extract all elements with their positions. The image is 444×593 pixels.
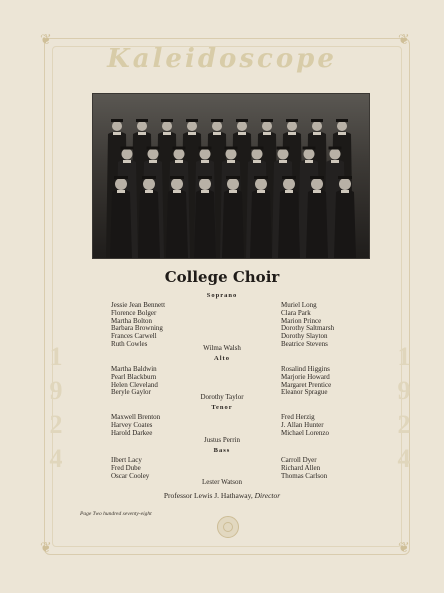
list-item: Carroll Dyer [281, 456, 317, 464]
choir-collar [117, 190, 125, 193]
choir-cap [254, 176, 268, 179]
choir-cap [170, 176, 184, 179]
year-digit: 1 [397, 342, 411, 371]
choir-collar [149, 160, 157, 163]
year-digit: 9 [397, 376, 411, 405]
choir-face [330, 149, 341, 160]
choir-face [255, 178, 267, 190]
list-item: Margaret Prentice [281, 380, 332, 389]
choir-cap [111, 119, 123, 122]
choir-face [337, 121, 347, 131]
soprano-left-list [111, 302, 165, 349]
director-role: Director [254, 491, 281, 500]
choir-robe [278, 190, 300, 259]
choir-face [252, 149, 263, 160]
choir-cap [282, 176, 296, 179]
alto-center-name: Dorothy Taylor [200, 393, 244, 401]
choir-cap [142, 176, 156, 179]
choir-cap [329, 147, 342, 150]
choir-collar [263, 132, 271, 135]
choir-face [115, 178, 127, 190]
director-name: Professor Lewis J. Hathaway, [163, 491, 253, 500]
choir-face [283, 178, 295, 190]
choir-collar [279, 160, 287, 163]
list-item: Martha Bolton [111, 316, 153, 325]
director-line [0, 491, 444, 500]
year-digit: 1 [49, 342, 63, 371]
choir-robe [194, 190, 216, 259]
list-item: Jessie Jean Bennett [111, 301, 166, 309]
choir-collar [257, 190, 265, 193]
choir-collar [288, 132, 296, 135]
choir-cap [114, 176, 128, 179]
choir-face [199, 178, 211, 190]
choir-face [143, 178, 155, 190]
choir-cap [336, 119, 348, 122]
choir-face [122, 149, 133, 160]
choir-collar [163, 132, 171, 135]
choir-photograph [92, 93, 370, 259]
choir-collar [201, 160, 209, 163]
list-item: Marion Prince [281, 316, 322, 325]
tenor-right-list [281, 414, 329, 437]
seal-icon [217, 516, 239, 538]
choir-collar [123, 160, 131, 163]
tenor-heading: Tenor [211, 404, 233, 411]
list-item: Richard Allen [281, 463, 321, 472]
soprano-right-list [281, 302, 334, 349]
list-item: Dorothy Saltmarsh [281, 324, 335, 333]
choir-collar [227, 160, 235, 163]
yearbook-title: Kaleidoscope [107, 44, 337, 74]
list-item: Michael Lorenzo [281, 428, 330, 437]
choir-face [174, 149, 185, 160]
choir-cap [310, 176, 324, 179]
choir-collar [201, 190, 209, 193]
year-digit: 2 [397, 410, 411, 439]
choir-face [212, 121, 222, 131]
choir-robe [306, 190, 328, 259]
choir-robe [110, 190, 132, 259]
list-item: Thomas Carlson [281, 471, 328, 480]
choir-face [137, 121, 147, 131]
choir-robe [334, 190, 356, 259]
list-item: Barbara Browning [111, 324, 163, 333]
tenor-center-name: Justus Perrin [204, 436, 240, 444]
choir-collar [305, 160, 313, 163]
choir-collar [188, 132, 196, 135]
choir-cap [261, 119, 273, 122]
list-item: Frances Carwell [111, 332, 157, 341]
year-digit: 2 [49, 410, 63, 439]
list-item: Muriel Long [281, 301, 317, 309]
list-item: Oscar Cooley [111, 471, 150, 480]
choir-collar [145, 190, 153, 193]
bass-left-list [111, 457, 149, 480]
year-digit: 9 [49, 376, 63, 405]
list-item: Florence Bolger [111, 308, 157, 317]
choir-cap [136, 119, 148, 122]
choir-collar [313, 190, 321, 193]
choir-robe [138, 190, 160, 259]
corner-ornament-icon: ❦ [40, 541, 52, 556]
choir-face [227, 178, 239, 190]
choir-collar [175, 160, 183, 163]
list-item: Marjorie Howard [281, 372, 330, 381]
choir-face [187, 121, 197, 131]
choir-face [200, 149, 211, 160]
year-digit: 4 [397, 444, 411, 473]
list-item: Clara Park [281, 308, 311, 317]
choir-cap [311, 119, 323, 122]
choir-collar [229, 190, 237, 193]
choir-face [304, 149, 315, 160]
choir-cap [277, 147, 290, 150]
corner-ornament-icon: ❦ [40, 33, 52, 48]
choir-face [339, 178, 351, 190]
list-item: Harold Darkee [111, 428, 153, 437]
page-number: Page Two hundred seventy-eight [80, 511, 152, 517]
choir-face [171, 178, 183, 190]
choir-face [287, 121, 297, 131]
choir-face [278, 149, 289, 160]
choir-collar [331, 160, 339, 163]
choir-cap [198, 176, 212, 179]
choir-cap [225, 147, 238, 150]
bass-right-list [281, 457, 327, 480]
list-item: Helen Cleveland [111, 380, 158, 389]
list-item: Pearl Blackburn [111, 372, 157, 381]
choir-collar [285, 190, 293, 193]
choir-robe [222, 190, 244, 259]
choir-figures [93, 94, 369, 258]
choir-face [262, 121, 272, 131]
choir-cap [303, 147, 316, 150]
choir-face [311, 178, 323, 190]
alto-heading: Alto [214, 355, 230, 362]
choir-cap [286, 119, 298, 122]
list-item: Beatrice Stevens [281, 339, 328, 348]
choir-face [112, 121, 122, 131]
choir-cap [173, 147, 186, 150]
choir-collar [138, 132, 146, 135]
choir-collar [341, 190, 349, 193]
soprano-heading: Soprano [206, 292, 238, 299]
choir-cap [147, 147, 160, 150]
list-item: Martha Baldwin [111, 365, 157, 373]
soprano-center-name: Wilma Walsh [203, 344, 241, 352]
list-item: Harvey Coates [111, 420, 153, 429]
list-item: Maxwell Brenton [111, 413, 161, 421]
list-item: Fred Herzig [281, 413, 315, 421]
choir-collar [238, 132, 246, 135]
choir-face [237, 121, 247, 131]
choir-cap [121, 147, 134, 150]
list-item: Beryle Gaylor [111, 388, 151, 397]
choir-collar [253, 160, 261, 163]
choir-cap [226, 176, 240, 179]
choir-collar [313, 132, 321, 135]
choir-robe [166, 190, 188, 259]
section-title: College Choir [164, 268, 280, 286]
list-item: Eleanor Sprague [281, 388, 328, 397]
corner-ornament-icon: ❦ [398, 33, 410, 48]
list-item: Ilbert Lacy [111, 456, 142, 464]
tenor-left-list [111, 414, 160, 437]
list-item: Rosalind Higgins [281, 365, 330, 373]
choir-collar [213, 132, 221, 135]
bass-center-name: Lester Watson [202, 478, 242, 486]
corner-ornament-icon: ❦ [398, 541, 410, 556]
bass-heading: Bass [213, 447, 231, 454]
choir-cap [251, 147, 264, 150]
list-item: Ruth Cowles [111, 339, 148, 348]
list-item: Fred Dube [111, 463, 141, 472]
choir-collar [338, 132, 346, 135]
choir-cap [161, 119, 173, 122]
list-item: J. Allan Hunter [281, 420, 324, 429]
choir-face [312, 121, 322, 131]
choir-cap [211, 119, 223, 122]
list-item: Dorothy Slayton [281, 332, 328, 341]
choir-robe [250, 190, 272, 259]
choir-cap [236, 119, 248, 122]
choir-collar [173, 190, 181, 193]
year-digit: 4 [49, 444, 63, 473]
choir-face [148, 149, 159, 160]
choir-face [226, 149, 237, 160]
choir-collar [113, 132, 121, 135]
choir-cap [186, 119, 198, 122]
choir-cap [199, 147, 212, 150]
choir-cap [338, 176, 352, 179]
choir-face [162, 121, 172, 131]
